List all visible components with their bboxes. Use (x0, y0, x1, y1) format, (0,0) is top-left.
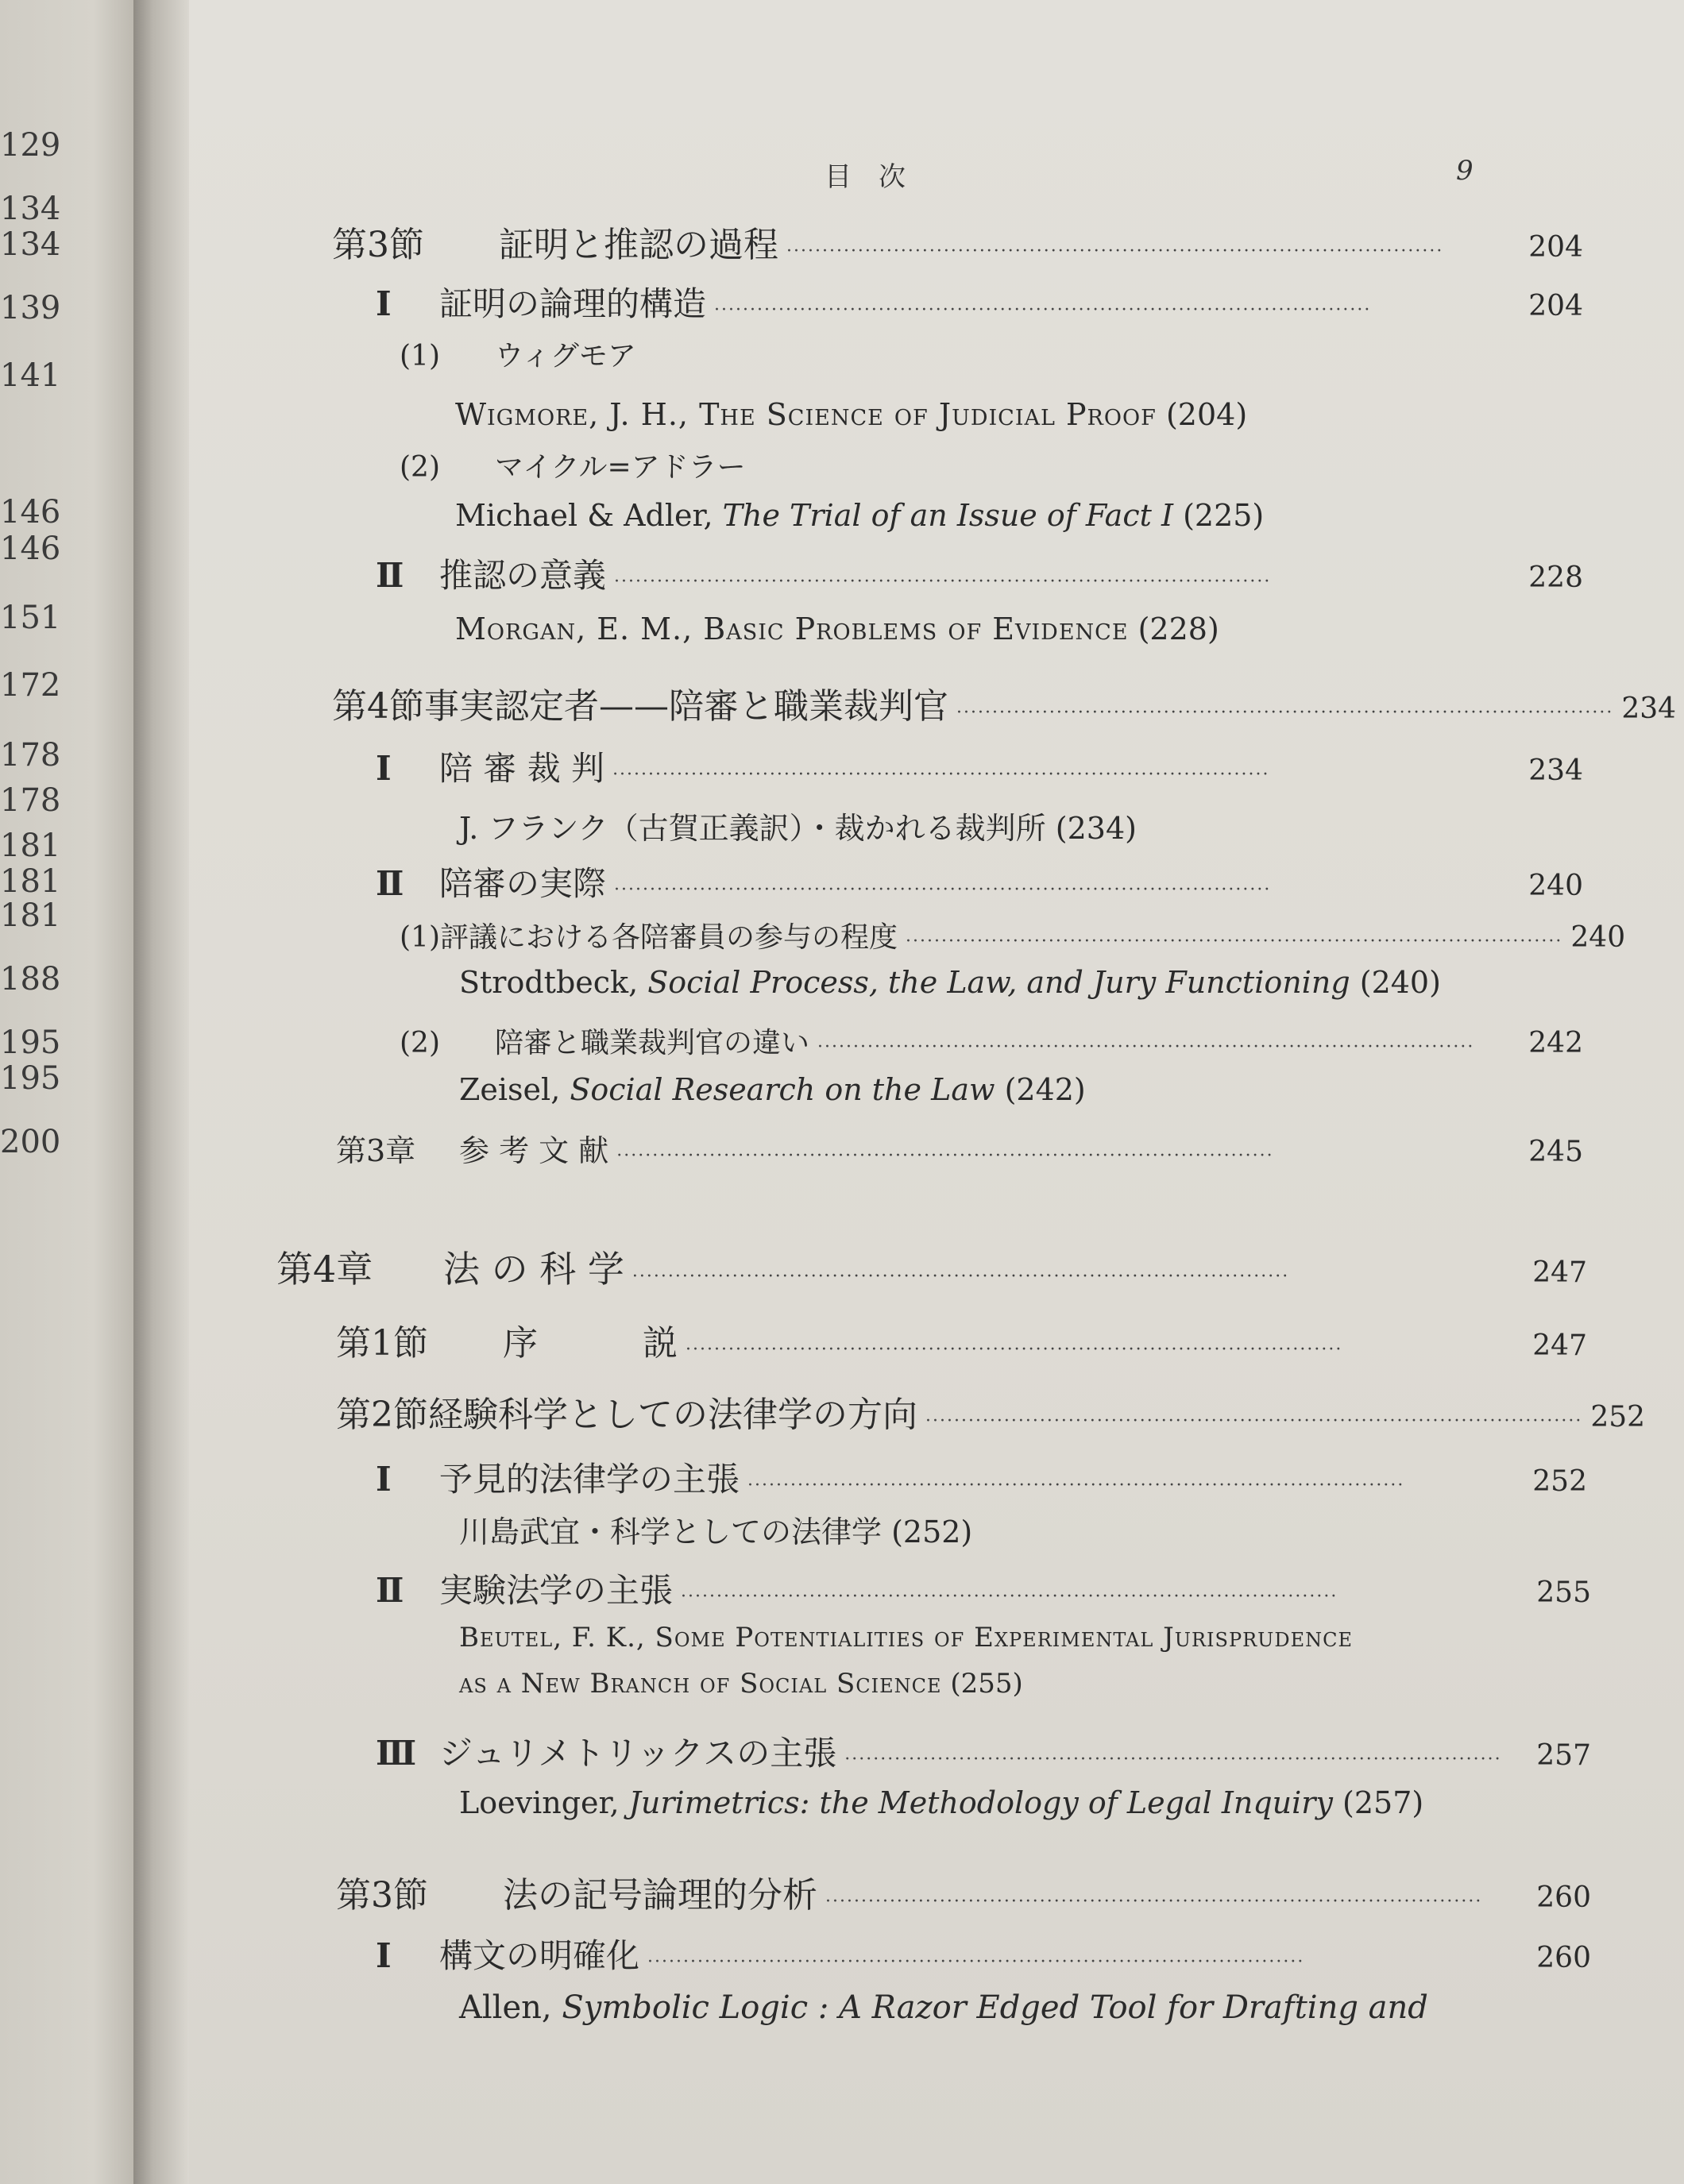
toc-numeral: Ⅰ (376, 284, 392, 323)
toc-page (189, 0, 1684, 2184)
reference-page: (228) (1128, 612, 1219, 646)
toc-numeral: Ⅰ (376, 1460, 392, 1499)
dot-leader: ···························································································· (844, 1750, 1502, 1769)
toc-item[interactable] (400, 1021, 1583, 1061)
dot-leader: ···························································································· (614, 880, 1272, 900)
toc-page-number: 240 (1528, 870, 1583, 902)
page-header-title: 目 次 (825, 161, 906, 193)
facing-page-number: 134 (0, 191, 61, 227)
toc-item[interactable] (400, 445, 746, 485)
toc-page-number: 204 (1528, 290, 1583, 322)
toc-number: 第3章 (336, 1133, 416, 1168)
dot-leader: ···························································································· (686, 1340, 1343, 1360)
toc-subsection[interactable] (376, 1930, 1591, 1978)
toc-page-number: 247 (1532, 1256, 1587, 1289)
toc-title: 経験科学としての法律学の方向 (428, 1395, 917, 1435)
toc-subsection[interactable] (376, 1453, 1587, 1501)
facing-page-number: 129 (0, 127, 61, 164)
toc-chapter-bibliography[interactable] (336, 1126, 1583, 1170)
toc-page-number: 252 (1590, 1401, 1646, 1433)
reference-line (459, 1622, 1353, 1653)
toc-title: 事実認定者——陪審と職業裁判官 (424, 686, 948, 727)
toc-numeral: Ⅱ (376, 864, 404, 903)
toc-item[interactable] (400, 915, 1626, 955)
toc-number: 第1節 (336, 1323, 428, 1364)
toc-page-number: 234 (1621, 693, 1677, 725)
facing-page-number: 195 (0, 1024, 61, 1061)
dot-leader: ···························································································· (817, 1037, 1475, 1057)
toc-title: 証明の論理的構造 (439, 284, 707, 323)
book-gutter (133, 0, 189, 2184)
dot-leader: ···························································································· (616, 1146, 1274, 1166)
reference-title: Social Research on the Law (570, 1072, 995, 1107)
reference-line (455, 498, 1264, 533)
reference-title: Jurimetrics: the Methodology of Legal Inquiry (628, 1785, 1333, 1820)
reference-page: (204) (1156, 397, 1248, 432)
toc-numeral: Ⅱ (376, 556, 404, 595)
reference-text: Morgan, E. M., Basic Problems of Evidence (455, 612, 1129, 646)
toc-title: ジュリメトリックスの主張 (439, 1734, 837, 1773)
toc-numeral: Ⅱ (376, 1571, 404, 1610)
toc-page-number: 228 (1528, 561, 1583, 594)
facing-page-number: 141 (0, 357, 61, 394)
facing-page-number: 200 (0, 1124, 61, 1160)
toc-title: 序 説 (503, 1323, 678, 1364)
facing-page-number: 181 (0, 828, 61, 864)
dot-leader: ···························································································· (786, 241, 1444, 261)
dot-leader: ···························································································· (714, 300, 1372, 320)
dot-leader: ···························································································· (906, 932, 1563, 951)
facing-page-number: 172 (0, 667, 61, 704)
toc-section[interactable] (332, 677, 1677, 728)
toc-subsection[interactable] (376, 858, 1583, 905)
toc-title: ウィグモア (495, 340, 636, 372)
toc-title: 参 考 文 献 (459, 1133, 609, 1168)
reference-title: The Trial of an Issue of Fact I (722, 498, 1173, 533)
dot-leader: ···························································································· (747, 1476, 1405, 1495)
facing-page-number: 146 (0, 494, 61, 531)
reference-line (459, 965, 1441, 1000)
toc-section[interactable] (336, 1866, 1591, 1917)
toc-subnumber: (1) (400, 340, 440, 372)
dot-leader: ···························································································· (681, 1587, 1338, 1607)
reference-line (459, 1072, 1086, 1107)
toc-number: 第2節 (336, 1395, 428, 1435)
toc-numeral: Ⅲ (376, 1734, 417, 1773)
reference-text: 川島武宜・科学としての法律学 (252) (459, 1515, 973, 1549)
reference-text: J. フランク（古賀正義訳）・裁かれる裁判所 (234) (459, 811, 1137, 846)
toc-subnumber: (2) (400, 451, 440, 484)
dot-leader: ···························································································· (612, 765, 1270, 785)
page-header-number: 9 (1456, 155, 1474, 187)
toc-title: 法の記号論理的分析 (503, 1875, 817, 1916)
toc-page-number: 247 (1532, 1329, 1587, 1362)
reference-line (455, 397, 1247, 432)
reference-text: Wigmore, J. H., The Science of Judicial Proof (455, 397, 1157, 432)
facing-page (0, 0, 133, 2184)
toc-section[interactable] (336, 1314, 1587, 1365)
toc-subnumber: (2) (400, 1027, 440, 1059)
dot-leader: ···························································································· (925, 1411, 1583, 1431)
reference-line (459, 1989, 1428, 2026)
reference-author: Michael & Adler, (455, 498, 723, 533)
reference-text: as a New Branch of Social Science (459, 1668, 942, 1700)
facing-page-number: 188 (0, 961, 61, 997)
toc-item[interactable] (400, 334, 636, 374)
reference-line (459, 1507, 972, 1551)
toc-title: 法 の 科 学 (443, 1248, 624, 1291)
dot-leader: ···························································································· (647, 1952, 1305, 1972)
toc-page-number: 242 (1528, 1027, 1583, 1059)
reference-title: Social Process, the Law, and Jury Functioning (647, 965, 1350, 1000)
toc-title: 推認の意義 (439, 556, 607, 595)
reference-title: Symbolic Logic : A Razor Edged Tool for Drafting and (562, 1989, 1428, 2026)
toc-title: 陪 審 裁 判 (439, 749, 605, 788)
toc-subnumber: (1) (400, 921, 440, 954)
reference-author: Strodtbeck, (459, 965, 648, 1000)
toc-subsection[interactable] (376, 278, 1583, 326)
reference-page: (225) (1172, 498, 1265, 533)
dot-leader: ···························································································· (614, 572, 1272, 592)
toc-title: 陪審と職業裁判官の違い (495, 1027, 810, 1059)
reference-author: Zeisel, (459, 1072, 570, 1107)
toc-section[interactable] (336, 1386, 1646, 1437)
reference-page: (242) (995, 1072, 1086, 1107)
facing-page-number: 181 (0, 863, 61, 900)
reference-author: Loevinger, (459, 1785, 629, 1820)
toc-title: 構文の明確化 (439, 1936, 640, 1975)
toc-subsection[interactable] (376, 743, 1583, 790)
toc-page-number: 240 (1570, 921, 1626, 954)
reference-line (459, 1785, 1423, 1820)
reference-text: Beutel, F. K., Some Potentialities of Experimental Jurisprudence (459, 1622, 1354, 1653)
toc-number: 第4章 (276, 1248, 373, 1291)
facing-page-number: 181 (0, 897, 61, 934)
toc-number: 第4節 (332, 686, 424, 727)
reference-page: (255) (941, 1668, 1023, 1700)
facing-page-number: 195 (0, 1060, 61, 1097)
toc-subsection[interactable] (376, 1565, 1591, 1612)
toc-page-number: 255 (1536, 1576, 1591, 1609)
toc-numeral: Ⅰ (376, 1936, 392, 1975)
toc-page-number: 260 (1536, 1942, 1591, 1974)
toc-number: 第3節 (336, 1875, 428, 1916)
facing-page-number: 134 (0, 226, 61, 263)
toc-page-number: 234 (1528, 754, 1583, 787)
toc-title: 実験法学の主張 (439, 1571, 674, 1610)
facing-page-number: 139 (0, 290, 61, 326)
toc-section[interactable] (332, 216, 1583, 267)
dot-leader: ···························································································· (956, 703, 1614, 723)
reference-author: Allen, (459, 1989, 562, 2026)
toc-title: マイクル=アドラー (495, 451, 746, 484)
facing-page-number: 178 (0, 782, 61, 819)
reference-page: (240) (1350, 965, 1441, 1000)
reference-page: (257) (1332, 1785, 1424, 1820)
reference-line (459, 804, 1137, 847)
toc-number: 第3節 (332, 225, 424, 265)
dot-leader: ···························································································· (632, 1267, 1290, 1287)
toc-page-number: 252 (1532, 1465, 1587, 1498)
toc-chapter[interactable] (276, 1241, 1587, 1293)
dot-leader: ···························································································· (825, 1892, 1483, 1912)
reference-line (455, 612, 1219, 646)
facing-page-number: 178 (0, 737, 61, 774)
toc-page-number: 204 (1528, 231, 1583, 264)
toc-page-number: 257 (1536, 1739, 1591, 1772)
facing-page-number: 146 (0, 531, 61, 567)
toc-numeral: Ⅰ (376, 749, 392, 788)
toc-title: 評議における各陪審員の参与の程度 (440, 921, 898, 954)
toc-title: 陪審の実際 (439, 864, 607, 903)
toc-subsection[interactable] (376, 550, 1583, 597)
toc-page-number: 260 (1536, 1881, 1591, 1914)
toc-page-number: 245 (1528, 1136, 1583, 1168)
toc-title: 証明と推認の過程 (499, 225, 778, 265)
reference-line (459, 1668, 1023, 1700)
facing-page-number: 151 (0, 600, 61, 636)
toc-title: 予見的法律学の主張 (439, 1460, 740, 1499)
toc-subsection[interactable] (376, 1727, 1591, 1775)
